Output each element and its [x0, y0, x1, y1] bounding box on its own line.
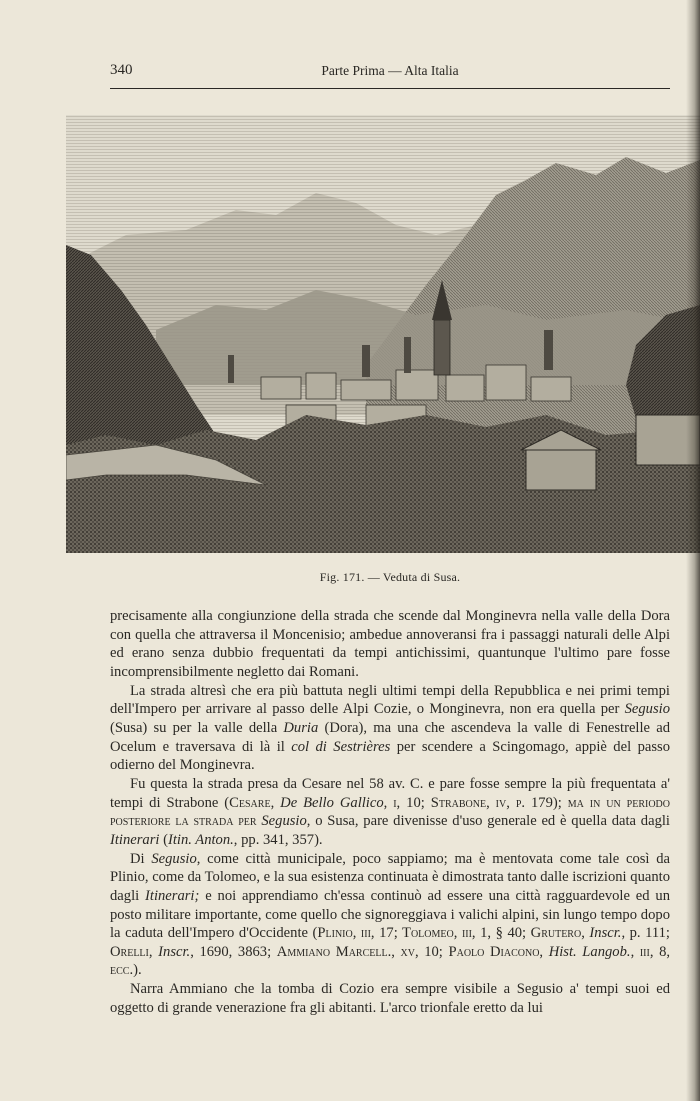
- text-run: ,: [148, 943, 159, 960]
- text-run: , iv, p. 179); ma in un periodo posteriore la strada per: [110, 794, 670, 830]
- text-run: , p. 111;: [621, 925, 670, 942]
- text-run: Di: [130, 850, 152, 867]
- page-number: 340: [110, 62, 133, 78]
- page-edge-shadow: [686, 0, 700, 1101]
- text-run: , iii, 17;: [352, 925, 403, 942]
- small-caps-run: Grutero: [530, 925, 582, 942]
- small-caps-run: Tolomeo: [402, 925, 454, 942]
- text-run: , come città municipale, poco sappiamo; ma è mentovata come tale così da Plinio, come da Tolomeo, e la sua esistenza continuata è dimostrata tanto dalle iscrizioni quanto dagli: [110, 850, 670, 904]
- text-run: La strada altresì che era più battuta negli ultimi tempi della Repubblica e nei primi tempi dell'Impero per arrivare al passo delle Alpi Cozie, o Monginevra, non era quella per: [110, 682, 670, 718]
- italic-run: Inscr.: [589, 925, 622, 942]
- italic-run: Segusio: [624, 701, 670, 718]
- small-caps-run: Paolo Diacono: [448, 943, 540, 960]
- text-run: , iii, 1, § 40;: [453, 925, 531, 942]
- paragraph-3: [110, 775, 670, 850]
- small-caps-run: Ammiano Marcell.: [276, 943, 392, 960]
- text-run: , iii, 8, ecc.).: [110, 943, 671, 979]
- italic-run: Hist. Langob.: [548, 943, 631, 960]
- page-header: [110, 62, 670, 84]
- paragraph-4: [110, 850, 670, 981]
- paragraph-5: Narra Ammiano che la tomba di Cozio era sempre visibile a Segusio a' tempi suoi ed oggetto di grande venerazione fra gli abitanti. L'arco trionfale eretto da lui: [110, 981, 670, 1016]
- text-run: per scendere a Scingomago, appiè del passo odierno del Monginevra.: [110, 738, 671, 774]
- small-caps-run: Orelli: [110, 943, 149, 960]
- italic-run: Segusio: [261, 813, 307, 830]
- paragraph-1: precisamente alla congiunzione della strada che scende dal Monginevra nella valle della Dora con quella che attraversa il Moncenisio; ambedue annoveransi fra i passaggi naturali delle Alpi ed erano senza dubbio frequentati da tempi antichissimi, quantunque l'ultimo pare fosse incomprensibilmente negletto dai Romani.: [110, 608, 670, 680]
- italic-run: col di Sestrières: [291, 738, 391, 755]
- text-run: ,: [270, 794, 281, 811]
- paragraph-2: [110, 682, 670, 775]
- text-run: e noi apprendiamo ch'essa continuò ad essere una città ragguardevole ed un posto militare importante, come quello che signoreggiava i valichi alpini, sin lungo tempo dopo la caduta dell'Impero d'Occidente (: [110, 887, 670, 942]
- text-run: Fu questa la strada presa da Cesare nel 58 av. C. e pare fosse sempre la più frequentata a' tempi di Strabone (: [110, 775, 670, 811]
- italic-run: Inscr.: [158, 943, 191, 960]
- text-run: , pp. 341, 357).: [233, 831, 323, 848]
- text-run: ,: [539, 943, 549, 960]
- text-run: , o Susa, pare divenisse d'uso generale ed è quella data dagli: [306, 813, 670, 830]
- text-run: (: [159, 831, 168, 848]
- small-caps-run: Cesare: [229, 794, 271, 811]
- running-head: Parte Prima — Alta Italia: [321, 63, 459, 78]
- italic-run: Itin. Anton.: [167, 831, 234, 848]
- italic-run: Segusio: [151, 850, 197, 867]
- text-run: , xv, 10;: [391, 943, 449, 960]
- header-rule: [110, 88, 670, 89]
- small-caps-run: Plinio: [317, 925, 353, 942]
- text-run: (Susa) su per la valle della: [110, 719, 284, 736]
- small-caps-run: Strabone: [430, 794, 487, 811]
- figure-caption: Fig. 171. — Veduta di Susa.: [319, 570, 461, 584]
- text-run: ,: [581, 925, 590, 942]
- italic-run: Duria: [283, 719, 319, 736]
- engraving-view-of-susa: [66, 115, 700, 553]
- engraving-illustration: [66, 115, 700, 553]
- body-text: [110, 607, 670, 1017]
- text-run: , i, 10;: [383, 794, 431, 811]
- text-run: , 1690, 3863;: [190, 943, 277, 960]
- text-run: (Dora), ma una che ascendeva la valle di Fenestrelle ad Ocelum e traversava di là il: [110, 719, 671, 755]
- italic-run: Itinerari;: [145, 887, 200, 904]
- italic-run: De Bello Gallico: [280, 794, 384, 811]
- italic-run: Itinerari: [110, 831, 160, 848]
